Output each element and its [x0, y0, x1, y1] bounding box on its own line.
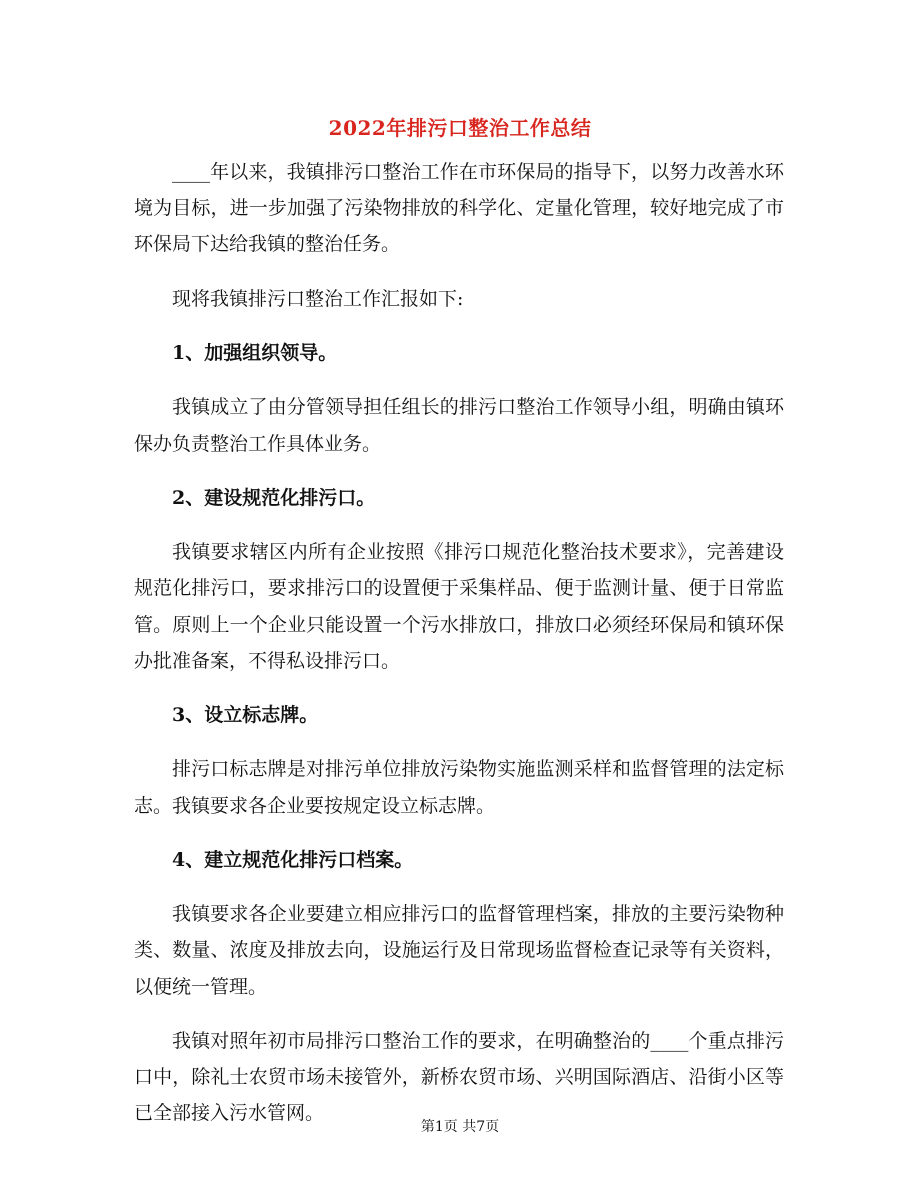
section-paragraph-2: 我镇要求辖区内所有企业按照《排污口规范化整治技术要求》，完善建设规范化排污口，要求排污口的设置便于采集样品、便于监测计量、便于日常监管。原则上一个企业只能设置一个污水排放口，排放口必须经环保局和镇环保办批准备案，不得私设排污口。 [134, 541, 784, 672]
section-paragraph-3: 排污口标志牌是对排污单位排放污染物实施监测采样和监督管理的法定标志。我镇要求各企业要按规定设立标志牌。 [134, 758, 784, 817]
section-heading-3: 3、设立标志牌。 [172, 704, 319, 726]
section-heading-4: 4、建立规范化排污口档案。 [172, 848, 414, 871]
document-body [134, 154, 784, 1150]
section-heading-2: 2、建设规范化排污口。 [172, 486, 376, 509]
section-heading-1: 1、加强组织领导。 [172, 342, 338, 364]
section-paragraph-4: 我镇要求各企业要建立相应排污口的监督管理档案，排放的主要污染物种类、数量、浓度及排放去向，设施运行及日常现场监督检查记录等有关资料，以便统一管理。 [134, 903, 784, 998]
intro-paragraph: ____年以来，我镇排污口整治工作在市环保局的指导下，以努力改善水环境为目标，进一步加强了污染物排放的科学化、定量化管理，较好地完成了市环保局下达给我镇的整治任务。 [134, 161, 784, 256]
closing-paragraph: 我镇对照年初市局排污口整治工作的要求，在明确整治的____个重点排污口中，除礼士农贸市场未接管外，新桥农贸市场、兴明国际酒店、沿街小区等已全部接入污水管网。 [134, 1029, 784, 1125]
report-lead-paragraph: 现将我镇排污口整治工作汇报如下: [172, 287, 464, 310]
section-paragraph-1: 我镇成立了由分管领导担任组长的排污口整治工作领导小组，明确由镇环保办负责整治工作具体业务。 [134, 396, 784, 455]
page-number-footer: 第1页 共7页 [420, 1119, 500, 1135]
document-title: 2022年排污口整治工作总结 [328, 116, 592, 140]
